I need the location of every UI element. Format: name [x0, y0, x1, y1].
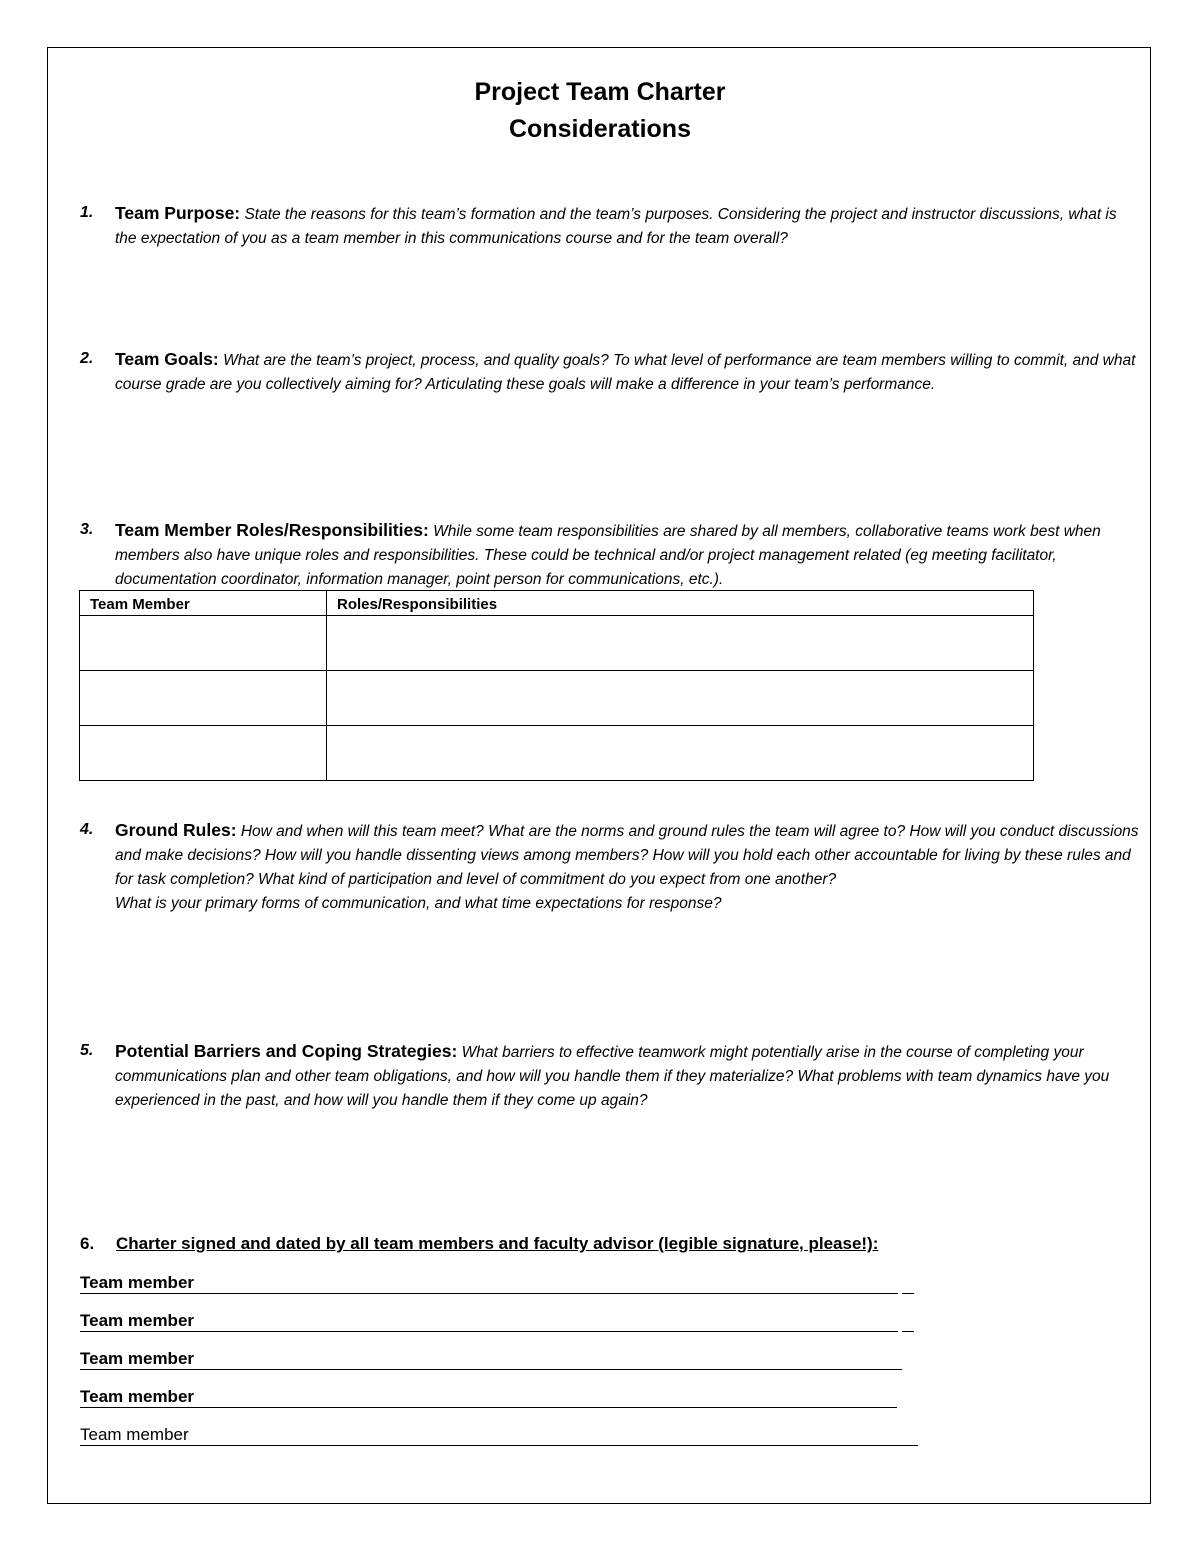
- document-title: Project Team Charter: [474, 78, 726, 106]
- signature-instructions: Charter signed and dated by all team members and faculty advisor (legible signature, please!):: [116, 1234, 879, 1253]
- signature-label: Team member: [80, 1349, 195, 1368]
- signature-underline: [80, 1331, 898, 1332]
- section-number: 4.: [80, 821, 94, 838]
- section-number: 6.: [80, 1234, 95, 1253]
- section-ground-rules: [80, 818, 1140, 916]
- signature-label: Team member: [80, 1273, 195, 1292]
- signature-line[interactable]: [80, 1424, 918, 1446]
- signature-underline: [80, 1445, 918, 1446]
- section-roles-responsibilities: [80, 518, 1140, 592]
- section-description-continued: What is your primary forms of communication, and what time expectations for response?: [115, 895, 722, 912]
- section-heading: Team Member Roles/Responsibilities:: [115, 520, 429, 540]
- signature-underline: [80, 1293, 898, 1294]
- table-row: [80, 616, 1034, 671]
- signature-underline: [80, 1407, 897, 1408]
- column-header-roles: Roles/Responsibilities: [327, 591, 1034, 616]
- table-row: [80, 726, 1034, 781]
- signature-line[interactable]: [80, 1386, 897, 1408]
- roles-cell[interactable]: [327, 616, 1034, 671]
- section-description: State the reasons for this team’s formation and the team’s purposes. Considering the project and instructor discussions, what is the expectation of you as a team member in this communications course and for the team overall?: [115, 206, 1117, 247]
- section-team-goals: [80, 347, 1140, 397]
- section-description: While some team responsibilities are shared by all members, collaborative teams work best when members also have unique roles and responsibilities. These could be technical and/or project management related (eg meeting facilitator, documentation coordinator, information manager, point person for communications, etc.).: [115, 523, 1101, 588]
- signature-underline-tail: [902, 1331, 914, 1332]
- document-subtitle: Considerations: [509, 115, 691, 143]
- section-number: 2.: [80, 350, 94, 367]
- signature-label: Team member: [80, 1311, 195, 1330]
- team-member-cell[interactable]: [80, 616, 327, 671]
- section-number: 5.: [80, 1042, 94, 1059]
- section-description: How and when will this team meet? What are the norms and ground rules the team will agree to? How will you conduct discussions and make decisions? How will you handle dissenting views among members? How will you hold each other accountable for living by these rules and for task completion? What kind of participation and level of commitment do you expect from one another?: [115, 823, 1139, 888]
- table-row: [80, 671, 1034, 726]
- section-barriers-coping: [80, 1039, 1140, 1113]
- section-number: 1.: [80, 204, 94, 221]
- roles-cell[interactable]: [327, 671, 1034, 726]
- roles-cell[interactable]: [327, 726, 1034, 781]
- roles-table: [79, 590, 1034, 781]
- section-description: What barriers to effective teamwork might potentially arise in the course of completing your communications plan and other team obligations, and how will you handle them if they materialize? What problems with team dynamics have you experienced in the past, and how will you handle them if they come up again?: [115, 1044, 1110, 1109]
- team-member-cell[interactable]: [80, 671, 327, 726]
- section-heading: Potential Barriers and Coping Strategies:: [115, 1041, 458, 1061]
- signature-line[interactable]: [80, 1272, 920, 1294]
- section-heading: Team Purpose:: [115, 203, 241, 223]
- signature-underline: [80, 1369, 902, 1370]
- section-description: What are the team’s project, process, and quality goals? To what level of performance are team members willing to commit, and what course grade are you collectively aiming for? Articulating these goals will make a difference in your team’s performance.: [115, 352, 1136, 393]
- section-heading: Ground Rules:: [115, 820, 237, 840]
- section-number: 3.: [80, 521, 94, 538]
- signature-line[interactable]: [80, 1310, 920, 1332]
- section-heading: Team Goals:: [115, 349, 219, 369]
- signature-label: Team member: [80, 1387, 195, 1406]
- table-header-row: [80, 591, 1034, 616]
- signature-line[interactable]: [80, 1348, 902, 1370]
- section-team-purpose: [80, 201, 1140, 251]
- signature-label: Team member: [80, 1425, 189, 1444]
- signature-underline-tail: [902, 1293, 914, 1294]
- signature-section-heading: [80, 1232, 878, 1256]
- column-header-team-member: Team Member: [80, 591, 327, 616]
- team-member-cell[interactable]: [80, 726, 327, 781]
